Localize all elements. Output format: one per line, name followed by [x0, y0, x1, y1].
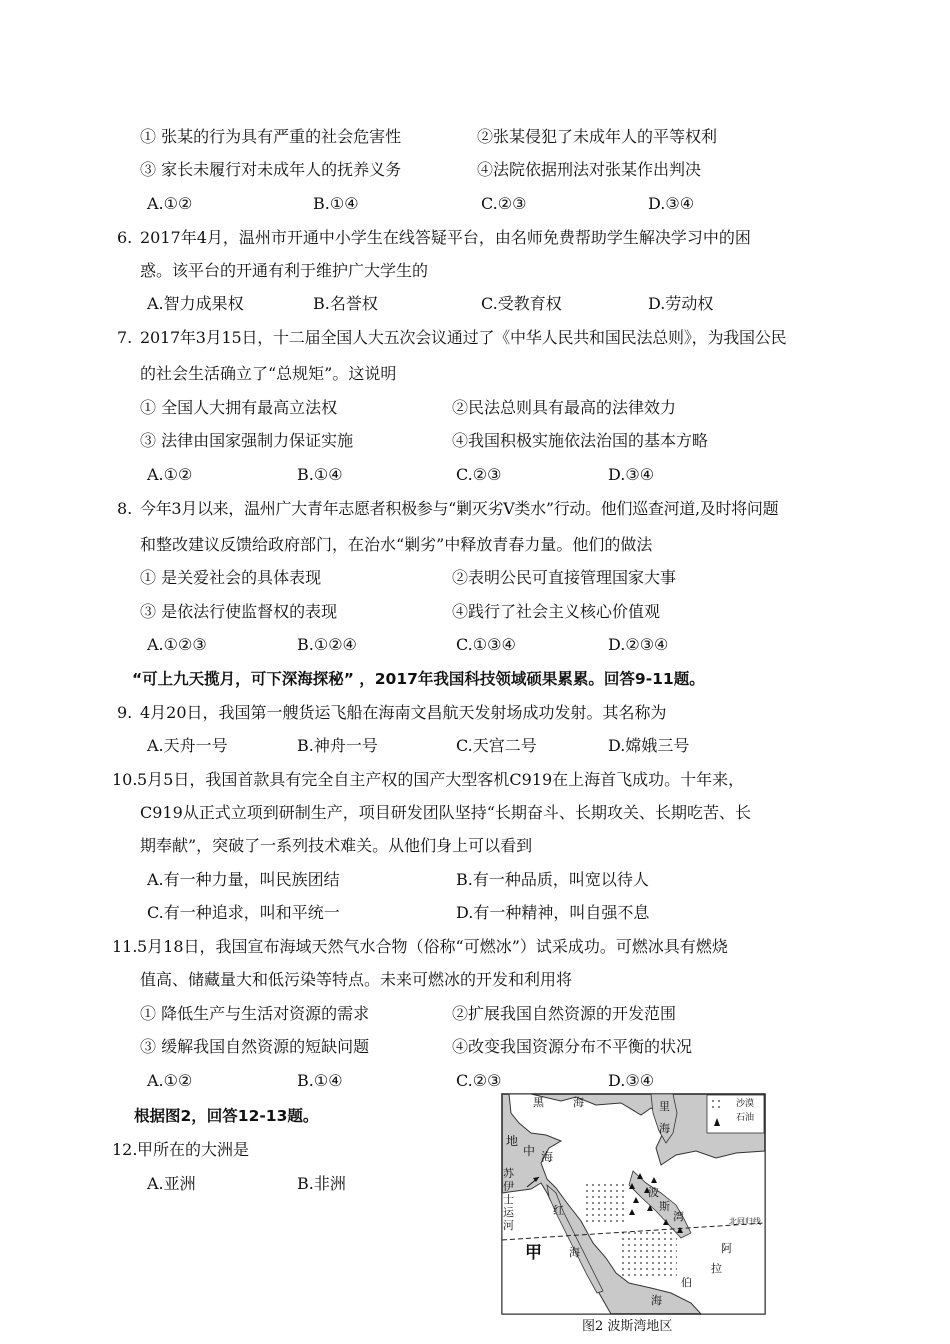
q8-option-a: A.①②③ — [147, 635, 207, 654]
q8-statement-3: ③ 是依法行使监督权的表现 — [140, 602, 338, 621]
q6-option-d: D.劳动权 — [648, 294, 714, 313]
q10-option-b: B.有一种品质，叫宽以待人 — [456, 870, 649, 889]
label-suez-5: 河 — [503, 1219, 514, 1232]
q11-number: 11. — [112, 937, 138, 956]
q8-option-b: B.①②④ — [297, 635, 357, 654]
label-arabian-1: 阿 — [721, 1242, 732, 1255]
q10-stem-line1: 5月5日，我国首款具有完全自主产权的国产大型客机C919在上海首飞成功。十年来， — [137, 770, 745, 789]
q9-option-b: B.神舟一号 — [297, 736, 378, 755]
q6-option-a: A.智力成果权 — [147, 294, 244, 313]
label-gulf-3: 湾 — [673, 1210, 684, 1223]
q12-stem-line1: 甲所在的大洲是 — [137, 1140, 250, 1159]
label-med-2: 中 — [523, 1144, 536, 1158]
q9-option-a: A.天舟一号 — [147, 736, 228, 755]
q10-stem-line3: 期奉献”，突破了一系列技术难关。从他们身上可以看到 — [140, 836, 533, 855]
q12-option-b: B.非洲 — [297, 1174, 346, 1193]
label-caspian-1: 里 — [659, 1100, 670, 1113]
label-black-sea-2: 海 — [573, 1096, 584, 1109]
q8-statement-1: ① 是关爱社会的具体表现 — [140, 568, 322, 587]
q10-option-d: D.有一种精神，叫自强不息 — [456, 903, 650, 922]
label-arabian-2: 拉 — [711, 1262, 722, 1275]
q11-statement-3: ③ 缓解我国自然资源的短缺问题 — [140, 1037, 370, 1056]
q6-number: 6. — [117, 228, 133, 247]
q9-option-d: D.嫦娥三号 — [608, 736, 690, 755]
legend-desert-label: 沙漠 — [736, 1099, 755, 1109]
q5-statement-3: ③ 家长未履行对未成年人的抚养义务 — [140, 160, 402, 179]
q7-number: 7. — [117, 328, 133, 347]
label-black-sea-1: 黑 — [533, 1096, 544, 1109]
q8-option-d: D.②③④ — [608, 635, 669, 654]
q8-statement-4: ④践行了社会主义核心价值观 — [452, 602, 661, 621]
label-suez-3: 士 — [503, 1193, 514, 1206]
q7-statement-3: ③ 法律由国家强制力保证实施 — [140, 431, 354, 450]
q10-option-a: A.有一种力量，叫民族团结 — [147, 870, 340, 889]
label-suez-1: 苏 — [503, 1167, 514, 1180]
q10-stem-line2: C919从正式立项到研制生产，项目研发团队坚持“长期奋斗、长期攻关、长期吃苦、长 — [140, 803, 751, 822]
q7-option-c: C.②③ — [456, 465, 502, 484]
persian-gulf-map — [501, 1093, 766, 1315]
q7-option-d: D.③④ — [608, 465, 655, 484]
map-caption: 图2 波斯湾地区 — [582, 1319, 673, 1334]
q8-stem-line1: 今年3月以来，温州广大青年志愿者积极参与“剿灭劣V类水”行动。他们巡查河道,及时将问题 — [140, 499, 779, 518]
label-red-sea-2: 海 — [569, 1246, 580, 1259]
label-caspian-2: 海 — [659, 1122, 670, 1135]
q5-statement-2: ②张某侵犯了未成年人的平等权利 — [477, 127, 718, 146]
q12-number: 12. — [112, 1140, 138, 1159]
q7-statement-1: ① 全国人大拥有最高立法权 — [140, 398, 338, 417]
q11-option-a: A.①② — [147, 1071, 193, 1090]
q6-option-c: C.受教育权 — [481, 294, 562, 313]
q7-stem-line1: 2017年3月15日，十二届全国人大五次会议通过了《中华人民共和国民法总则》，为我国公民 — [140, 328, 787, 347]
desert-area-1 — [583, 1181, 625, 1223]
q7-stem-line2: 的社会生活确立了“总规矩”。这说明 — [140, 364, 397, 383]
q8-stem-line2: 和整改建议反馈给政府部门，在治水“剿劣”中释放青春力量。他们的做法 — [140, 535, 653, 554]
label-gulf-2: 斯 — [659, 1200, 670, 1213]
q5-statement-1: ① 张某的行为具有严重的社会危害性 — [140, 127, 402, 146]
q12-option-a: A.亚洲 — [147, 1174, 196, 1193]
label-red-sea-1: 红 — [553, 1204, 564, 1217]
q5-option-c: C.②③ — [481, 194, 527, 213]
desert-area-2 — [619, 1231, 677, 1276]
q10-number: 10. — [112, 770, 138, 789]
label-jia: 甲 — [525, 1243, 542, 1263]
q8-number: 8. — [117, 499, 133, 518]
q11-statement-1: ① 降低生产与生活对资源的需求 — [140, 1004, 370, 1023]
q11-stem-line2: 值高、储藏量大和低污染等特点。未来可燃冰的开发和利用将 — [140, 970, 573, 989]
q11-statement-4: ④改变我国资源分布不平衡的状况 — [452, 1037, 693, 1056]
q5-option-b: B.①④ — [313, 194, 359, 213]
section-heading-12-13: 根据图2，回答12-13题。 — [134, 1107, 319, 1125]
label-arabian-4: 海 — [651, 1294, 662, 1307]
q5-statement-4: ④法院依据刑法对张某作出判决 — [477, 160, 702, 179]
label-arabian-3: 伯 — [681, 1276, 692, 1289]
q9-stem-line1: 4月20日，我国第一艘货运飞船在海南文昌航天发射场成功发射。其名称为 — [140, 703, 667, 722]
q11-option-d: D.③④ — [608, 1071, 655, 1090]
q7-statement-4: ④我国积极实施依法治国的基本方略 — [452, 431, 709, 450]
q6-stem-line1: 2017年4月，温州市开通中小学生在线答疑平台，由名师免费帮助学生解决学习中的困 — [140, 228, 751, 247]
legend-desert-swatch — [711, 1100, 723, 1109]
q10-option-c: C.有一种追求，叫和平统一 — [147, 903, 340, 922]
q11-stem-line1: 5月18日，我国宣布海域天然气水合物（俗称“可燃冰”）试采成功。可燃冰具有燃烧 — [137, 937, 728, 956]
map-svg — [501, 1093, 766, 1315]
q6-stem-line2: 惑。该平台的开通有利于维护广大学生的 — [140, 261, 429, 280]
q11-option-b: B.①④ — [297, 1071, 343, 1090]
q5-option-d: D.③④ — [648, 194, 695, 213]
section-heading-9-11: “可上九天揽月，可下深海探秘” ，2017年我国科技领域硕果累累。回答9-11题。 — [132, 670, 705, 688]
label-med-3: 海 — [541, 1150, 554, 1164]
label-gulf-1: 波 — [648, 1186, 659, 1199]
q7-option-b: B.①④ — [297, 465, 343, 484]
q7-option-a: A.①② — [147, 465, 193, 484]
q7-statement-2: ②民法总则具有最高的法律效力 — [452, 398, 677, 417]
q6-option-b: B.名誉权 — [313, 294, 378, 313]
q9-option-c: C.天宫二号 — [456, 736, 537, 755]
q5-option-a: A.①② — [147, 194, 193, 213]
label-med-1: 地 — [506, 1134, 519, 1148]
q9-number: 9. — [117, 703, 133, 722]
label-tropic: 北回归线 — [729, 1217, 761, 1226]
label-suez-2: 伊 — [503, 1180, 514, 1193]
q8-statement-2: ②表明公民可直接管理国家大事 — [452, 568, 677, 587]
q11-statement-2: ②扩展我国自然资源的开发范围 — [452, 1004, 677, 1023]
q11-option-c: C.②③ — [456, 1071, 502, 1090]
legend-oil-label: 石油 — [736, 1113, 755, 1123]
q8-option-c: C.①③④ — [456, 635, 516, 654]
label-suez-4: 运 — [503, 1206, 514, 1219]
